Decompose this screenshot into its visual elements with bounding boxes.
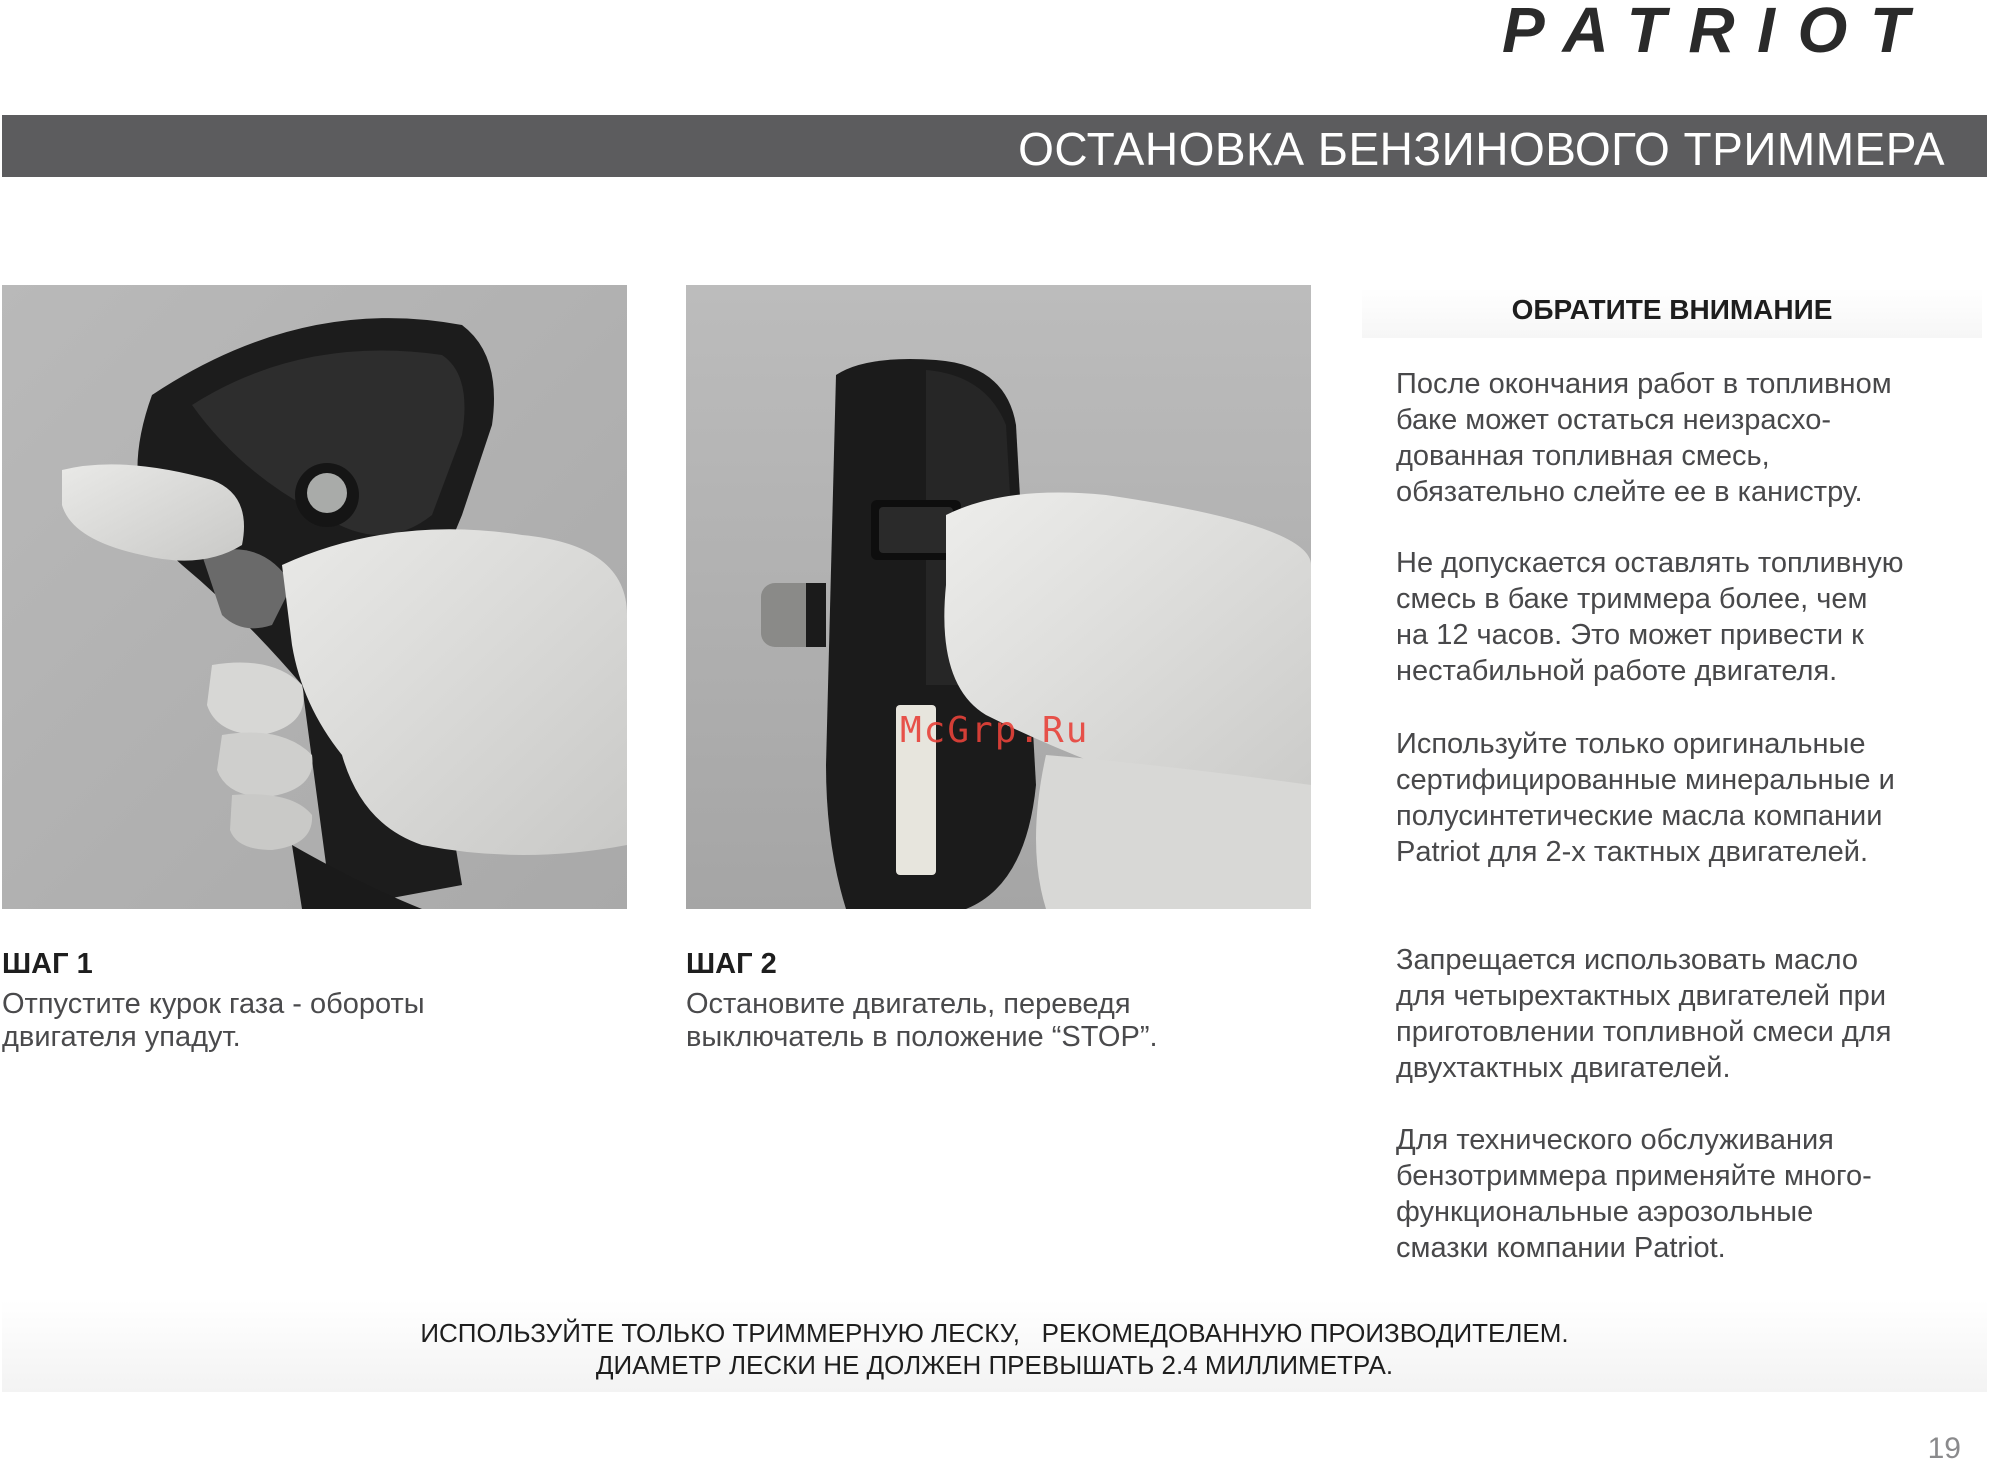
notice-paragraph: Для технического обслуживания бензотриммера применяйте много- функциональные аэрозольные смазки компании Patriot. [1396,1124,1872,1264]
svg-text:PATRIOT: PATRIOT [1502,0,1912,60]
step-2-text: Остановите двигатель, переведя выключатель в положение “STOP”. [686,988,1158,1053]
step-2-title: ШАГ 2 [686,948,777,980]
footer-warning-line-1: ИСПОЛЬЗУЙТЕ ТОЛЬКО ТРИММЕРНУЮ ЛЕСКУ, РЕКОМЕДОВАННУЮ ПРОИЗВОДИТЕЛЕМ. [420,1318,1569,1348]
step-2-photo [686,285,1311,909]
step-1-text: Отпустите курок газа - обороты двигателя упадут. [2,988,425,1053]
page-title: ОСТАНОВКА БЕНЗИНОВОГО ТРИММЕРА [1018,123,1945,175]
footer-warning-line-2: ДИАМЕТР ЛЕСКИ НЕ ДОЛЖЕН ПРЕВЫШАТЬ 2.4 МИЛЛИМЕТРА. [595,1350,1394,1380]
notice-paragraph: После окончания работ в топливном баке может остаться неизрасхо- дованная топливная смесь, обязательно слейте ее в канистру. [1396,368,1892,508]
notice-paragraph: Не допускается оставлять топливную смесь в баке триммера более, чем на 12 часов. Это может привести к нестабильной работе двигателя. [1396,547,1904,687]
notice-title: ОБРАТИТЕ ВНИМАНИЕ [1511,294,1833,325]
step-1-photo [2,285,627,909]
title-bar [2,115,1987,177]
watermark: McGrp.Ru [900,710,1090,751]
page-number: 19 [1927,1432,1961,1465]
notice-paragraph: Запрещается использовать масло для четырехтактных двигателей при приготовлении топливной смеси для двухтактных двигателей. [1396,944,1892,1084]
step-1-title: ШАГ 1 [2,948,93,980]
notice-paragraph: Используйте только оригинальные сертифицированные минеральные и полусинтетические масла компании Patriot для 2-х тактных двигателей. [1396,728,1895,868]
patriot-logo [1500,0,1920,60]
